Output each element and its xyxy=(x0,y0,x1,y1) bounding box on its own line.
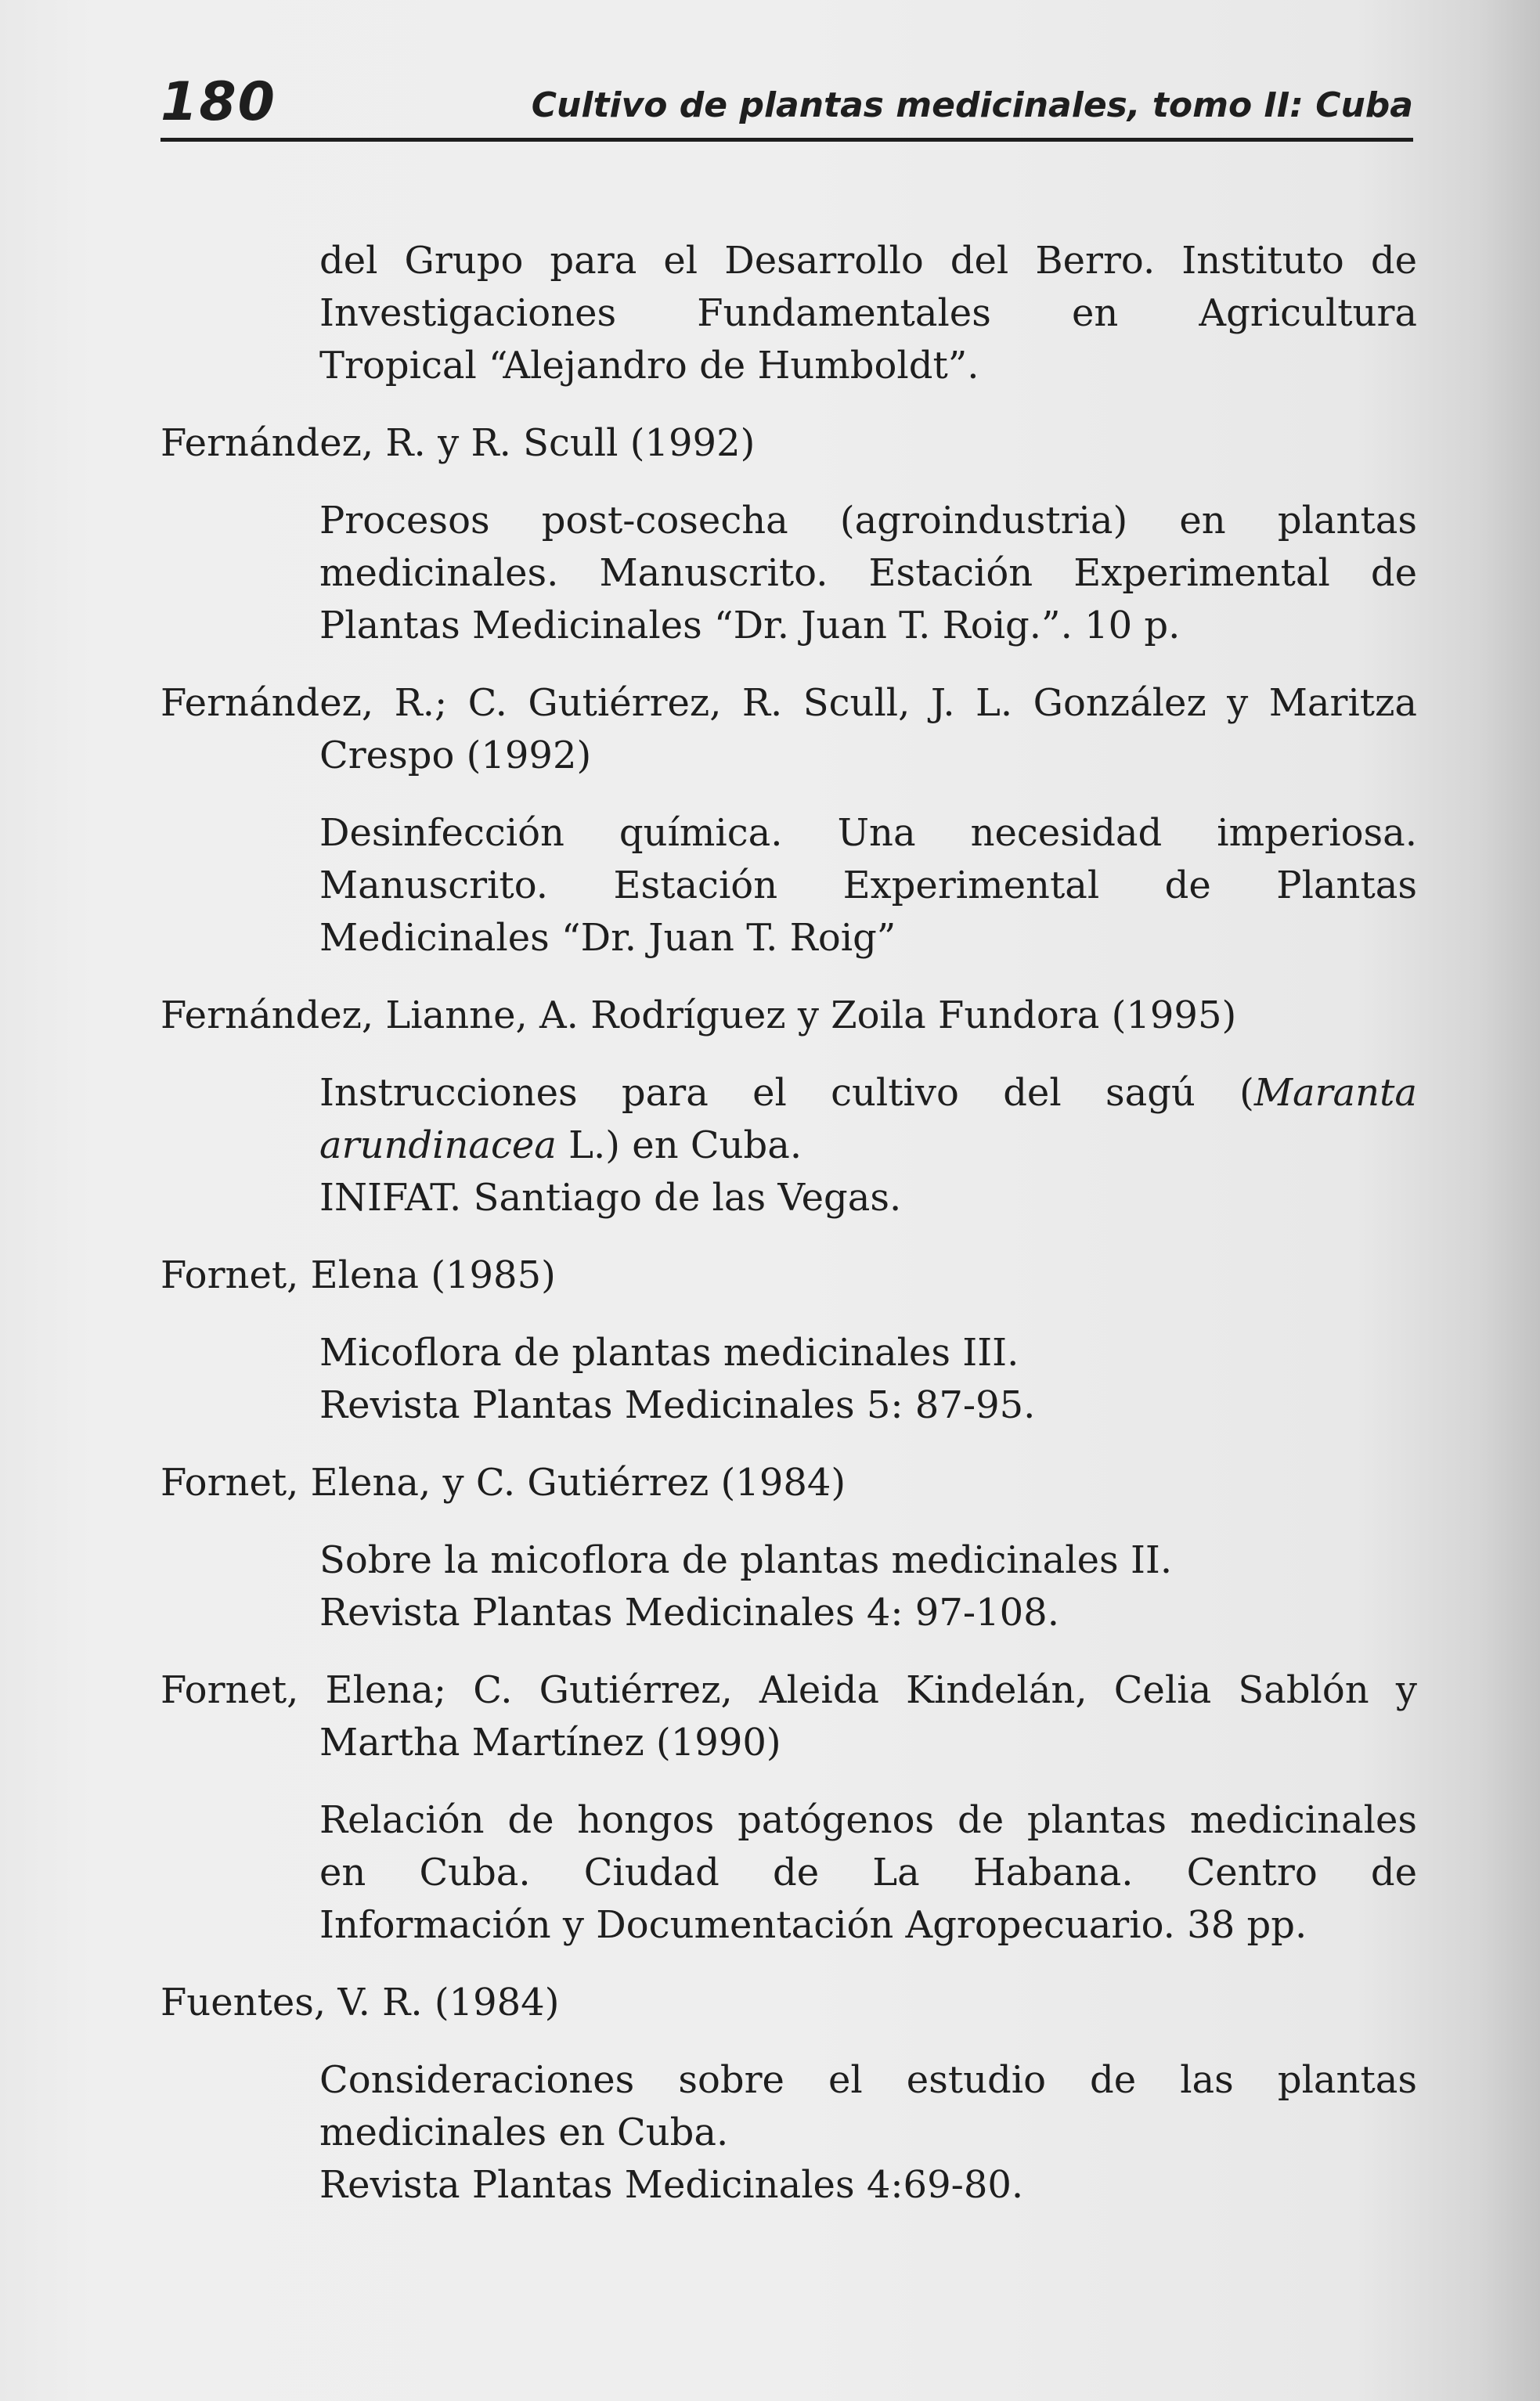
reference-line: Plantas Medicinales “Dr. Juan T. Roig.”. 10 p. xyxy=(319,604,1181,647)
reference-line: del Grupo para el Desarrollo del Berro. Instituto de xyxy=(319,239,1417,283)
reference-line: medicinales en Cuba. xyxy=(319,2111,729,2154)
reference-text: L.) en Cuba. xyxy=(556,1123,802,1167)
reference-author: Crespo (1992) xyxy=(319,734,592,777)
reference-line: Sobre la micoflora de plantas medicinales II. xyxy=(319,1538,1173,1582)
reference-body xyxy=(160,1534,1417,1639)
reference-author: Fernández, R.; C. Gutiérrez, R. Scull, J. L. González y Maritza xyxy=(160,681,1417,725)
reference-line: Desinfección química. Una necesidad imperiosa. xyxy=(319,811,1417,855)
reference-entry xyxy=(160,1977,1417,2212)
reference-line: Investigaciones Fundamentales en Agricultura xyxy=(319,291,1417,335)
reference-line: Consideraciones sobre el estudio de las plantas xyxy=(319,2058,1417,2102)
page-header xyxy=(160,63,1413,142)
reference-author: Fernández, Lianne, A. Rodríguez y Zoila Fundora (1995) xyxy=(160,993,1237,1037)
reference-line xyxy=(319,1119,1417,1172)
reference-line: Tropical “Alejandro de Humboldt”. xyxy=(319,344,979,388)
reference-line: Revista Plantas Medicinales 4:69-80. xyxy=(319,2163,1024,2207)
reference-entry xyxy=(160,1664,1417,1952)
reference-entry xyxy=(160,677,1417,964)
reference-line: Medicinales “Dr. Juan T. Roig” xyxy=(319,916,896,960)
reference-line: Micoflora de plantas medicinales III. xyxy=(319,1331,1019,1375)
reference-entry xyxy=(160,1457,1417,1639)
reference-line xyxy=(319,1067,1417,1119)
reference-species-name: arundinacea xyxy=(319,1123,557,1167)
reference-text: Instrucciones para el cultivo del sagú ( xyxy=(319,1071,1254,1115)
reference-body xyxy=(160,495,1417,652)
reference-body xyxy=(160,807,1417,964)
reference-entry xyxy=(160,990,1417,1224)
reference-line: Manuscrito. Estación Experimental de Plantas xyxy=(319,863,1417,907)
reference-line: INIFAT. Santiago de las Vegas. xyxy=(319,1176,902,1220)
reference-line: medicinales. Manuscrito. Estación Experimental de xyxy=(319,551,1417,595)
reference-line: Revista Plantas Medicinales 5: 87-95. xyxy=(319,1383,1036,1427)
page-number: 180 xyxy=(160,71,276,133)
reference-author: Martha Martínez (1990) xyxy=(319,1721,781,1765)
running-head: Cultivo de plantas medicinales, tomo II: Cuba xyxy=(531,85,1413,125)
reference-species-name: Maranta xyxy=(1253,1071,1417,1115)
reference-entry-continued xyxy=(160,235,1417,392)
reference-entry xyxy=(160,417,1417,652)
reference-line: en Cuba. Ciudad de La Habana. Centro de xyxy=(319,1851,1417,1894)
reference-line: Revista Plantas Medicinales 4: 97-108. xyxy=(319,1591,1059,1635)
reference-body xyxy=(160,1327,1417,1432)
reference-line: Relación de hongos patógenos de plantas medicinales xyxy=(319,1798,1417,1842)
reference-body xyxy=(160,2054,1417,2212)
reference-author: Fuentes, V. R. (1984) xyxy=(160,1981,560,2024)
reference-entry xyxy=(160,1249,1417,1432)
reference-body xyxy=(160,1067,1417,1224)
reference-list xyxy=(160,235,1417,2237)
reference-line: Procesos post-cosecha (agroindustria) en plantas xyxy=(319,499,1417,543)
reference-author: Fernández, R. y R. Scull (1992) xyxy=(160,421,756,465)
reference-body xyxy=(160,1794,1417,1952)
reference-author: Fornet, Elena (1985) xyxy=(160,1253,556,1297)
reference-author: Fornet, Elena; C. Gutiérrez, Aleida Kindelán, Celia Sablón y xyxy=(160,1668,1417,1712)
reference-author: Fornet, Elena, y C. Gutiérrez (1984) xyxy=(160,1461,846,1505)
reference-line: Información y Documentación Agropecuario. 38 pp. xyxy=(319,1903,1307,1947)
